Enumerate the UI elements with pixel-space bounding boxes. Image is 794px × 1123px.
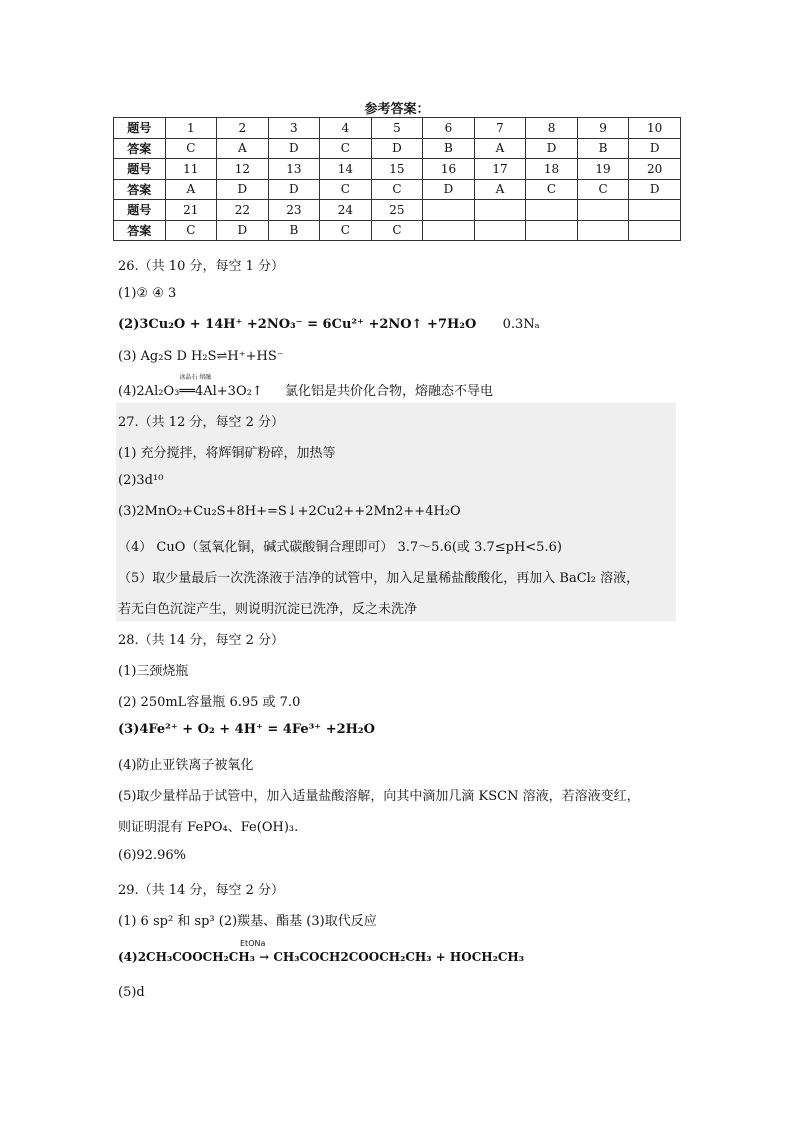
- q29-answer-5: (5)d: [118, 985, 145, 1000]
- table-cell: A: [165, 179, 217, 200]
- q26-answer-4-reactant: (4)2Al₂O₃: [118, 384, 180, 399]
- table-cell: D: [423, 179, 475, 200]
- q28-answer-5-line2: 则证明混有 FePO₄、Fe(OH)₃.: [118, 820, 299, 835]
- table-cell: [629, 220, 681, 241]
- table-cell: 25: [371, 200, 423, 221]
- table-cell: 20: [629, 159, 681, 180]
- table-row-header: 题号: [114, 118, 166, 139]
- table-cell: 6: [423, 118, 475, 139]
- q27-answer-3: (3)2MnO₂+Cu₂S+8H+=S↓+2Cu2++2Mn2++4H₂O: [118, 504, 461, 519]
- table-row: [114, 159, 681, 180]
- table-cell: C: [371, 220, 423, 241]
- table-cell: 23: [268, 200, 320, 221]
- table-cell: 7: [474, 118, 526, 139]
- table-cell: C: [371, 179, 423, 200]
- table-cell: D: [371, 138, 423, 159]
- q26-answer-2-value: 0.3Nₐ: [502, 317, 540, 332]
- q26-header: 26.（共 10 分，每空 1 分）: [118, 259, 285, 274]
- table-cell: [526, 200, 578, 221]
- q27-answer-5-line1: （5）取少量最后一次洗涤液于洁净的试管中，加入足量稀盐酸酸化，再加入 BaCl₂ 溶液，: [118, 571, 640, 586]
- table-cell: 12: [217, 159, 269, 180]
- table-row: [114, 200, 681, 221]
- table-cell: 22: [217, 200, 269, 221]
- table-row-header: 题号: [114, 200, 166, 221]
- table-cell: 13: [268, 159, 320, 180]
- table-cell: A: [474, 179, 526, 200]
- table-cell: D: [217, 179, 269, 200]
- table-cell: C: [320, 220, 372, 241]
- q26-answer-2: [118, 317, 540, 332]
- table-cell: 8: [526, 118, 578, 139]
- q26-answer-1: (1)② ④ 3: [118, 286, 177, 301]
- q27-answer-1: (1) 充分搅拌，将辉铜矿粉碎，加热等: [118, 446, 336, 461]
- table-cell: 17: [474, 159, 526, 180]
- table-row-header: 答案: [114, 179, 166, 200]
- table-cell: D: [217, 220, 269, 241]
- table-cell: [474, 220, 526, 241]
- table-cell: C: [320, 138, 372, 159]
- q26-answer-2-equation: (2)3Cu₂O + 14H⁺ +2NO₃⁻ = 6Cu²⁺ +2NO↑ +7H₂O: [118, 317, 477, 332]
- q27-answer-2: (2)3d¹⁰: [118, 473, 164, 488]
- table-cell: B: [268, 220, 320, 241]
- table-row: [114, 118, 681, 139]
- table-cell: A: [474, 138, 526, 159]
- table-row: [114, 220, 681, 241]
- table-cell: C: [577, 179, 629, 200]
- q26-answer-4-product: ══4Al+3O₂↑: [179, 384, 263, 399]
- table-row-header: 答案: [114, 220, 166, 241]
- table-cell: B: [423, 138, 475, 159]
- q27-answer-5-line2: 若无白色沉淀产生，则说明沉淀已洗净，反之未洗净: [118, 602, 418, 617]
- q28-header: 28.（共 14 分，每空 2 分）: [118, 633, 285, 648]
- table-cell: [577, 200, 629, 221]
- table-cell: [629, 200, 681, 221]
- table-cell: [474, 200, 526, 221]
- table-cell: D: [268, 138, 320, 159]
- q28-answer-6: (6)92.96%: [118, 848, 186, 863]
- q29-answer-4: (4)2CH₃COOCH₂CH₃ → CH₃COCH2COOCH₂CH₃ + HOCH₂CH₃: [118, 950, 524, 964]
- table-row-header: 答案: [114, 138, 166, 159]
- q26-answer-3: (3) Ag₂S D H₂S⇌H⁺+HS⁻: [118, 349, 284, 364]
- table-cell: D: [629, 138, 681, 159]
- table-cell: B: [577, 138, 629, 159]
- table-cell: 18: [526, 159, 578, 180]
- q26-answer-4-reason: 氯化铝是共价化合物，熔融态不导电: [285, 384, 494, 399]
- table-cell: 14: [320, 159, 372, 180]
- table-cell: 11: [165, 159, 217, 180]
- table-row-header: 题号: [114, 159, 166, 180]
- q29-header: 29.（共 14 分，每空 2 分）: [118, 883, 285, 898]
- table-row: [114, 138, 681, 159]
- table-cell: A: [217, 138, 269, 159]
- q28-answer-5-line1: (5)取少量样品于试管中，加入适量盐酸溶解，向其中滴加几滴 KSCN 溶液，若溶液变红，: [118, 789, 640, 804]
- table-cell: [423, 220, 475, 241]
- table-cell: C: [165, 138, 217, 159]
- table-cell: 15: [371, 159, 423, 180]
- q27-answer-4: （4） CuO（氢氧化铜，碱式碳酸铜合理即可） 3.7～5.6(或 3.7≤pH<5.6): [118, 540, 562, 555]
- table-row: [114, 179, 681, 200]
- table-cell: C: [165, 220, 217, 241]
- q26-answer-4-condition: 冰晶石 熔融: [179, 374, 212, 381]
- table-cell: 3: [268, 118, 320, 139]
- table-cell: C: [526, 179, 578, 200]
- q29-answer-4-condition: EtONa: [240, 939, 266, 948]
- table-cell: 21: [165, 200, 217, 221]
- q28-answer-4: (4)防止亚铁离子被氧化: [118, 758, 254, 773]
- table-cell: 5: [371, 118, 423, 139]
- table-cell: D: [629, 179, 681, 200]
- table-cell: D: [526, 138, 578, 159]
- q28-answer-2: (2) 250mL容量瓶 6.95 或 7.0: [118, 695, 301, 710]
- answer-key-title: 参考答案：: [364, 102, 430, 117]
- table-cell: 16: [423, 159, 475, 180]
- table-cell: 4: [320, 118, 372, 139]
- table-cell: [423, 200, 475, 221]
- table-cell: 10: [629, 118, 681, 139]
- table-cell: 9: [577, 118, 629, 139]
- q27-header: 27.（共 12 分，每空 2 分）: [118, 415, 285, 430]
- table-cell: [577, 220, 629, 241]
- table-cell: D: [268, 179, 320, 200]
- answer-table: [113, 117, 681, 241]
- q28-answer-3: (3)4Fe²⁺ + O₂ + 4H⁺ = 4Fe³⁺ +2H₂O: [118, 722, 375, 737]
- q26-answer-4: [118, 374, 494, 399]
- table-cell: C: [320, 179, 372, 200]
- table-cell: 2: [217, 118, 269, 139]
- table-cell: 19: [577, 159, 629, 180]
- table-cell: 24: [320, 200, 372, 221]
- q28-answer-1: (1)三颈烧瓶: [118, 664, 189, 679]
- q29-answer-1: (1) 6 sp² 和 sp³ (2)羰基、酯基 (3)取代反应: [118, 914, 377, 929]
- table-cell: 1: [165, 118, 217, 139]
- table-cell: [526, 220, 578, 241]
